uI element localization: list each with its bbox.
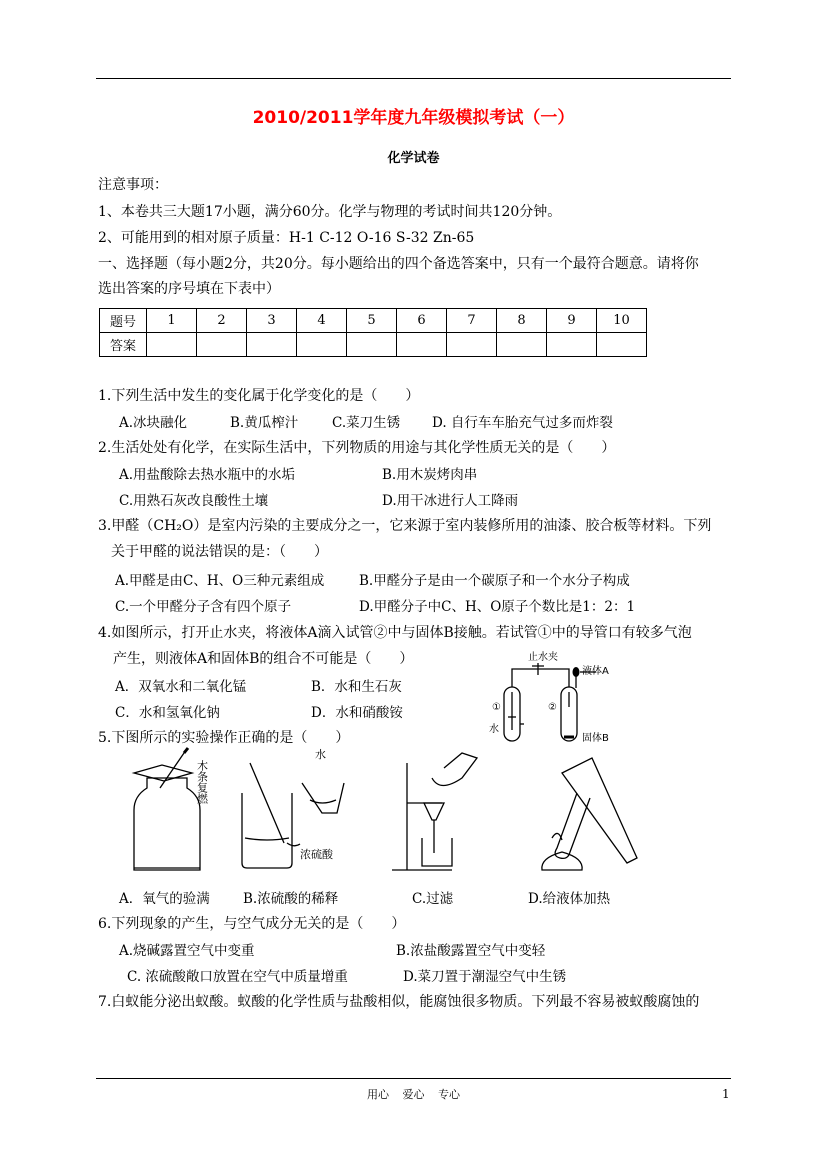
question-5-stem: 5.下图所示的实验操作正确的是（ ） xyxy=(98,730,350,746)
question-6-option-d: D.菜刀置于潮湿空气中生锈 xyxy=(403,969,567,985)
answer-table-number-row xyxy=(100,309,647,333)
answer-table-number: 3 xyxy=(247,309,297,333)
answer-table-number: 1 xyxy=(147,309,197,333)
question-6-option-b: B.浓盐酸露置空气中变轻 xyxy=(396,943,546,959)
exam-subtitle: 化学试卷 xyxy=(387,151,440,166)
question-4-option-c: C．水和氢氧化钠 xyxy=(115,705,220,721)
question-1-option-a: A.冰块融化 xyxy=(119,415,188,431)
answer-cell[interactable] xyxy=(147,333,197,357)
question-3-option-b: B.甲醛分子是由一个碳原子和一个水分子构成 xyxy=(359,573,630,589)
question-5-option-b: B.浓硫酸的稀释 xyxy=(243,891,339,907)
question-2-stem: 2.生活处处有化学，在实际生活中，下列物质的用途与其化学性质无关的是（ ） xyxy=(98,440,616,456)
footer-rule xyxy=(96,1078,731,1079)
answer-cell[interactable] xyxy=(397,333,447,357)
question-5-option-d: D.给液体加热 xyxy=(528,891,611,907)
answer-table-number: 7 xyxy=(447,309,497,333)
answer-table-answer-row xyxy=(100,333,647,357)
question-3-stem-line-2: 关于甲醛的说法错误的是：（ ） xyxy=(111,544,328,560)
question-5-experiment-figures xyxy=(122,748,682,878)
answer-table-number: 6 xyxy=(397,309,447,333)
fig-b-acid-label: 浓硫酸 xyxy=(300,848,333,861)
answer-table-number: 5 xyxy=(347,309,397,333)
answer-table-number: 10 xyxy=(597,309,647,333)
notes-line-1: 1、本卷共三大题17小题，满分60分。化学与物理的考试时间共120分钟。 xyxy=(98,204,562,220)
question-1-option-d: D. 自行车车胎充气过多而炸裂 xyxy=(432,415,613,431)
question-3-option-c: C.一个甲醛分子含有四个原子 xyxy=(115,599,292,615)
question-6-stem: 6.下列现象的产生，与空气成分无关的是（ ） xyxy=(98,916,406,932)
question-6-option-c: C. 浓硫酸敞口放置在空气中质量增重 xyxy=(127,969,348,985)
answer-cell[interactable] xyxy=(347,333,397,357)
question-5-option-c: C.过滤 xyxy=(412,891,454,907)
answer-table-number: 9 xyxy=(547,309,597,333)
figure-water-label: 水 xyxy=(489,724,499,735)
question-3-option-a: A.甲醛是由C、H、O三种元素组成 xyxy=(115,573,325,589)
notes-heading: 注意事项： xyxy=(98,177,168,193)
answer-table xyxy=(99,308,647,357)
question-2-option-d: D.用干冰进行人工降雨 xyxy=(382,493,519,509)
figure-solid-label: 固体B xyxy=(582,733,609,744)
figure-tube-2-label: ② xyxy=(548,702,557,713)
answer-cell[interactable] xyxy=(447,333,497,357)
question-2-option-c: C.用熟石灰改良酸性土壤 xyxy=(119,493,269,509)
question-2-option-a: A.用盐酸除去热水瓶中的水垢 xyxy=(119,467,296,483)
question-7-stem: 7.白蚁能分泌出蚁酸。蚁酸的化学性质与盐酸相似，能腐蚀很多物质。下列最不容易被蚁酸腐蚀的 xyxy=(98,994,700,1010)
question-4-option-d: D．水和硝酸铵 xyxy=(311,705,403,721)
figure-clamp-label: 止水夹 xyxy=(528,652,558,663)
question-4-stem-line-1: 4.如图所示，打开止水夹，将液体A滴入试管②中与固体B接触。若试管①中的导管口有较多气泡 xyxy=(98,625,692,641)
question-5-option-a: A．氧气的验满 xyxy=(119,891,210,907)
answer-table-number: 4 xyxy=(297,309,347,333)
notes-line-2: 2、可能用到的相对原子质量：H-1 C-12 O-16 S-32 Zn-65 xyxy=(98,230,475,246)
figure-tube-1-label: ① xyxy=(492,702,501,713)
answer-cell[interactable] xyxy=(247,333,297,357)
answer-cell[interactable] xyxy=(197,333,247,357)
answer-cell[interactable] xyxy=(547,333,597,357)
question-4-option-b: B．水和生石灰 xyxy=(311,679,402,695)
question-2-option-b: B.用木炭烤肉串 xyxy=(382,467,478,483)
question-4-apparatus-figure xyxy=(484,652,644,742)
question-4-stem-line-2: 产生，则液体A和固体B的组合不可能是（ ） xyxy=(113,651,414,667)
answer-table-number: 2 xyxy=(197,309,247,333)
question-3-stem-line-1: 3.甲醛（CH₂O）是室内污染的主要成分之一，它来源于室内装修所用的油漆、胶合板等材料。下列 xyxy=(98,518,712,534)
answer-cell[interactable] xyxy=(297,333,347,357)
section1-intro-line-2: 选出答案的序号填在下表中） xyxy=(98,281,280,297)
section1-intro-line-1: 一、选择题（每小题2分，共20分。每小题给出的四个备选答案中，只有一个最符合题意。请将你 xyxy=(98,256,699,272)
footer-motto: 用心 爱心 专心 xyxy=(367,1088,460,1101)
question-6-option-a: A.烧碱露置空气中变重 xyxy=(119,943,255,959)
answer-cell[interactable] xyxy=(597,333,647,357)
fig-a-stick-label: 木条复燃 xyxy=(195,760,209,804)
answer-cell[interactable] xyxy=(497,333,547,357)
answer-table-row-label: 答案 xyxy=(100,333,147,357)
question-1-option-c: C.菜刀生锈 xyxy=(332,415,401,431)
answer-table-row-label: 题号 xyxy=(100,309,147,333)
dropper-bulb-icon xyxy=(573,667,580,677)
fig-b-water-label: 水 xyxy=(315,748,326,761)
answer-table-number: 8 xyxy=(497,309,547,333)
question-4-option-a: A．双氧水和二氧化锰 xyxy=(115,679,247,695)
question-3-option-d: D.甲醛分子中C、H、O原子个数比是1：2：1 xyxy=(359,599,636,615)
page-number: 1 xyxy=(722,1087,730,1101)
header-rule xyxy=(96,78,731,79)
question-1-stem: 1.下列生活中发生的变化属于化学变化的是（ ） xyxy=(98,388,420,404)
exam-title: 2010/2011学年度九年级模拟考试（一） xyxy=(252,108,575,128)
figure-liquid-label: 液体A xyxy=(582,666,609,677)
question-1-option-b: B.黄瓜榨汁 xyxy=(230,415,299,431)
